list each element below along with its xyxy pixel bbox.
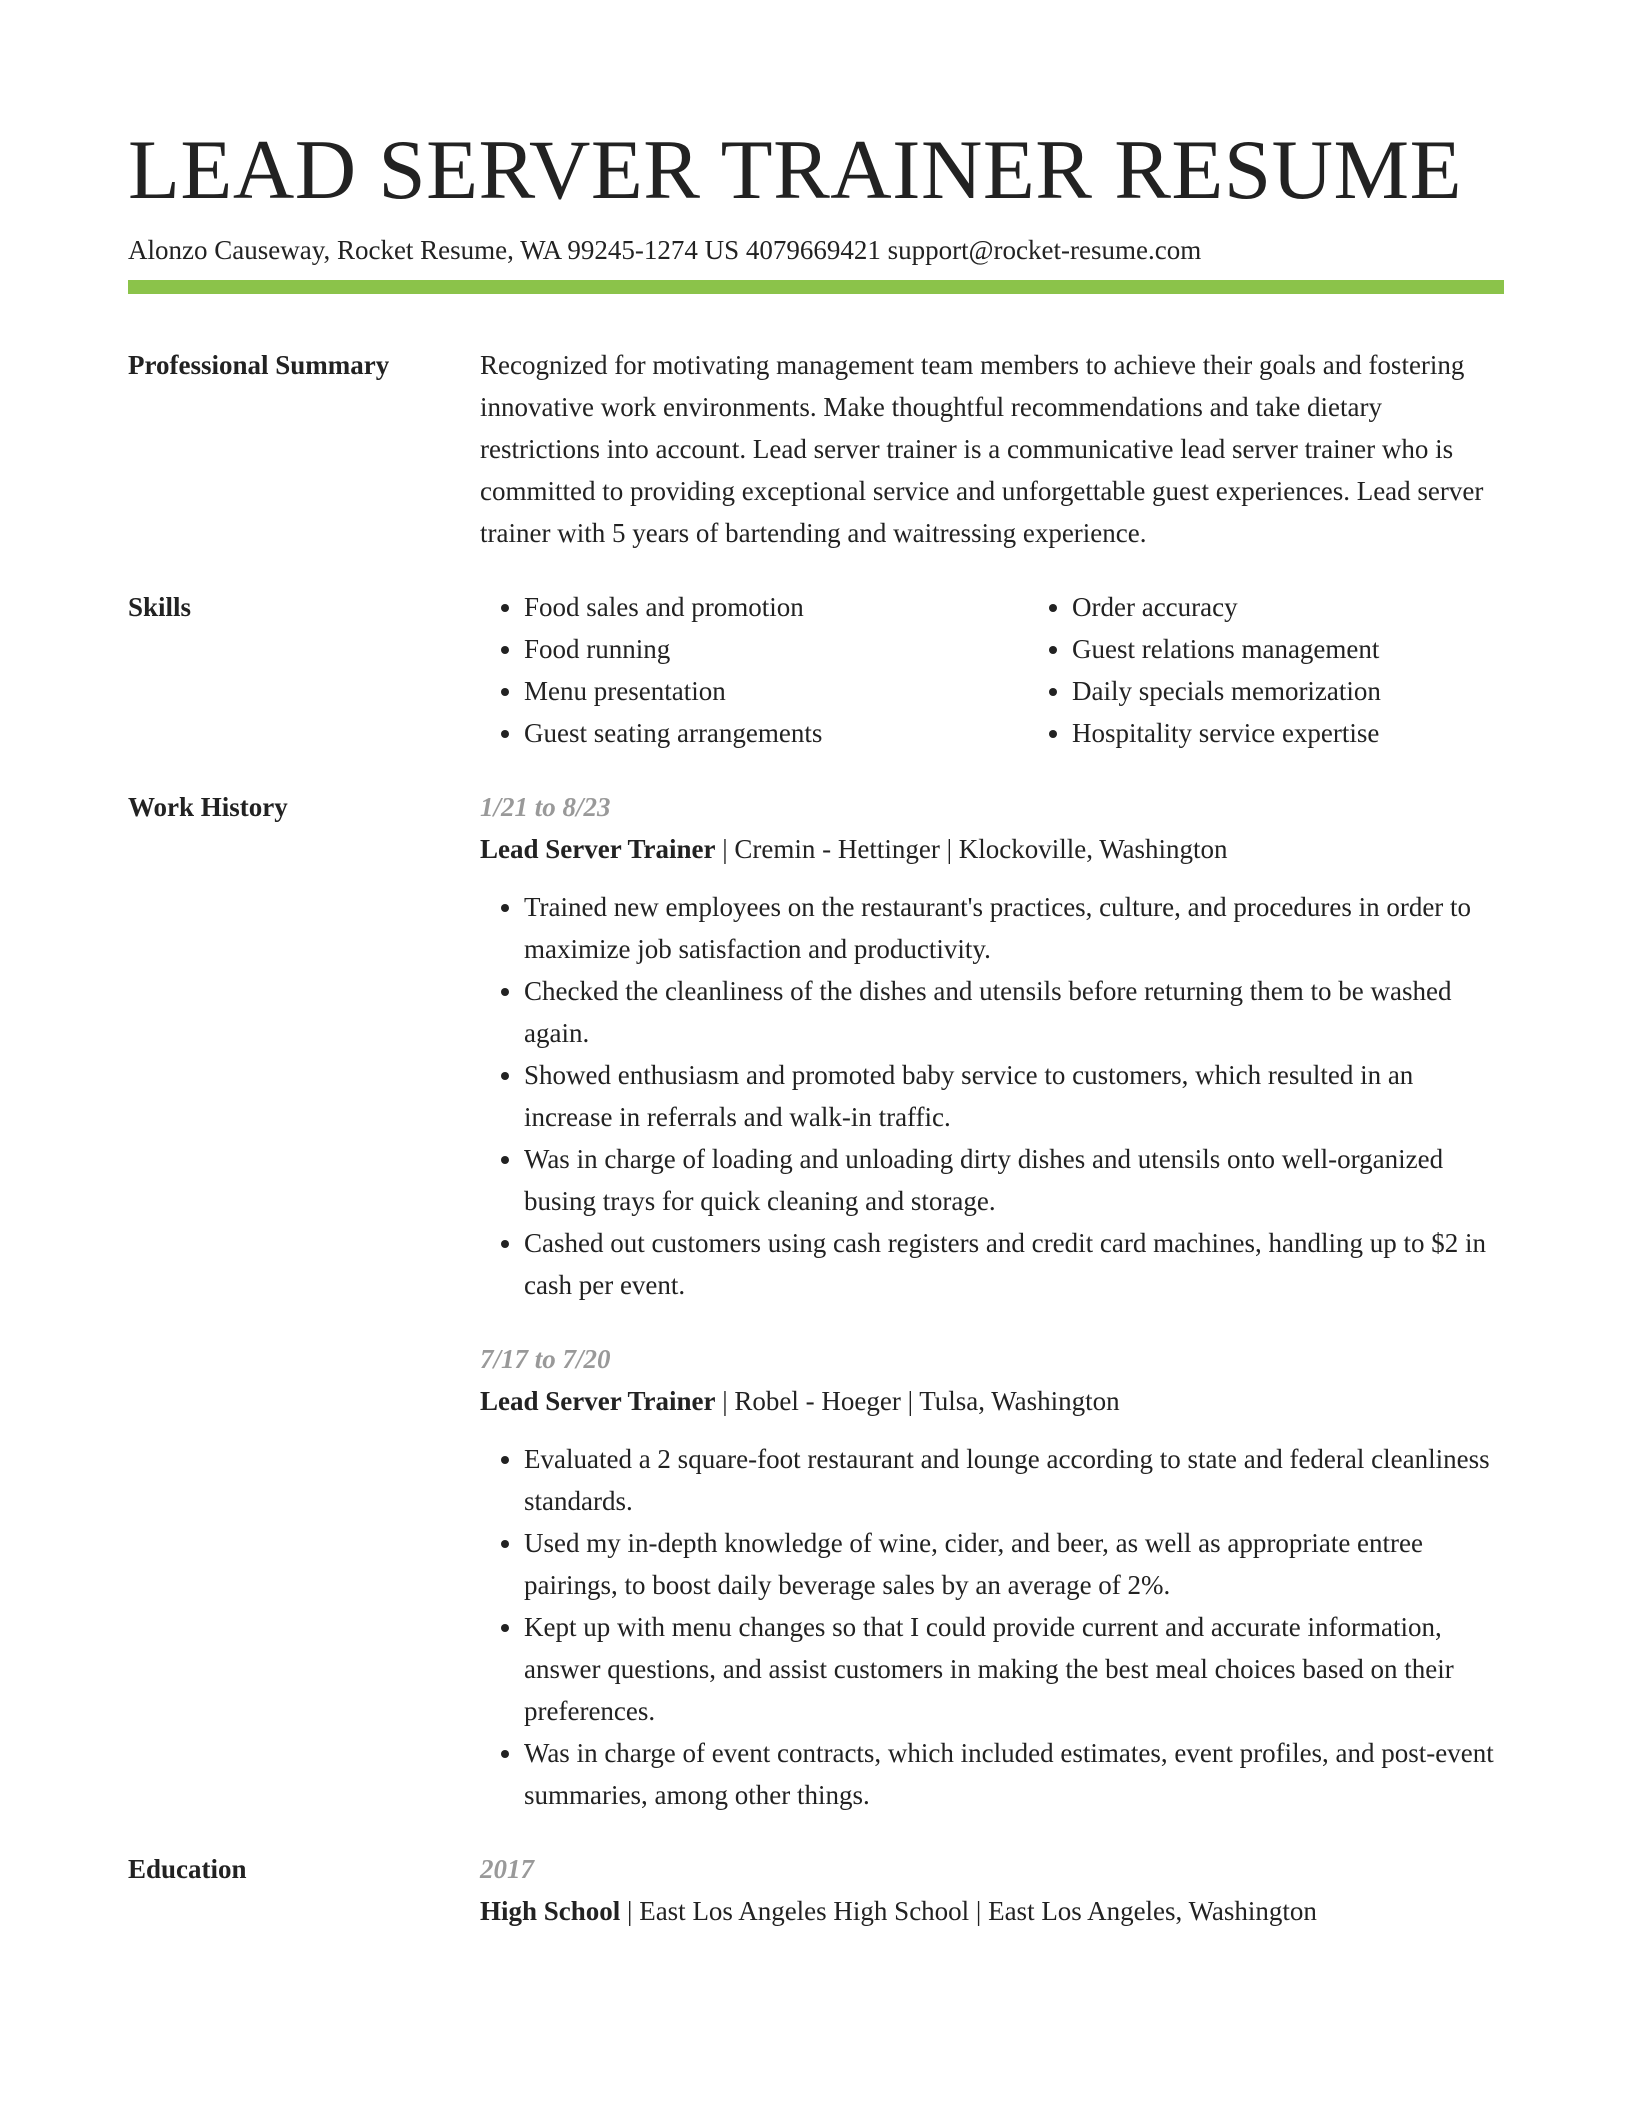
job-bullet: • Was in charge of event contracts, which included estimates, event profiles, and post-event summaries, among other things. [524,1732,1504,1816]
education-label: Education [128,1854,247,1884]
education-section [128,1848,1504,1932]
education-school-location: | East Los Angeles High School | East Los Angeles, Washington [620,1896,1317,1926]
job-bullet: • Trained new employees on the restaurant's practices, culture, and procedures in order to maximize job satisfaction and productivity. [524,886,1504,970]
skill-item: • Hospitality service expertise [1072,712,1576,754]
job-dates: 1/21 to 8/23 [480,792,611,822]
job-bullet: • Cashed out customers using cash registers and credit card machines, handling up to $2 in cash per event. [524,1222,1504,1306]
job-bullet: • Showed enthusiasm and promoted baby service to customers, which resulted in an increase in referrals and walk-in traffic. [524,1054,1504,1138]
resume-page [128,120,1504,1932]
work-history-body [480,786,1504,1816]
work-history-section [128,786,1504,1816]
job-employer-location: | Robel - Hoeger | Tulsa, Washington [715,1386,1120,1416]
job-entry [480,786,1504,1306]
education-year: 2017 [480,1854,534,1884]
job-entry [480,1338,1504,1816]
resume-title: LEAD SERVER TRAINER RESUME [128,123,1462,217]
summary-text: Recognized for motivating management team members to achieve their goals and fostering innovative work environments. Make thoughtful recommendations and take dietary restrictions into account. Lead server trainer is a communicative lead server trainer who is committed to providing exceptional service and unforgettable guest experiences. Lead server trainer with 5 years of bartending and waitressing experience. [480,350,1484,548]
skill-item: • Guest seating arrangements [524,712,1028,754]
job-dates: 7/17 to 7/20 [480,1344,611,1374]
job-bullet: • Checked the cleanliness of the dishes and utensils before returning them to be washed again. [524,970,1504,1054]
summary-label: Professional Summary [128,350,390,380]
skill-item: • Menu presentation [524,670,1028,712]
skill-item: • Guest relations management [1072,628,1576,670]
skill-item: • Food running [524,628,1028,670]
job-title: Lead Server Trainer [480,834,716,864]
contact-info: Alonzo Causeway, Rocket Resume, WA 99245-1274 US 4079669421 support@rocket-resume.com [128,235,1202,265]
job-role-line [480,1380,1504,1422]
work-history-label: Work History [128,792,288,822]
education-body [480,1848,1504,1932]
skill-item: • Order accuracy [1072,586,1576,628]
job-bullet: • Used my in-depth knowledge of wine, cider, and beer, as well as appropriate entree pairings, to boost daily beverage sales by an average of 2%. [524,1522,1504,1606]
education-line [480,1890,1504,1932]
skills-column-2 [1028,586,1576,754]
skills-list [480,586,1576,754]
job-bullets [480,1438,1504,1816]
skill-item: • Food sales and promotion [524,586,1028,628]
job-bullet: • Evaluated a 2 square-foot restaurant and lounge according to state and federal cleanliness standards. [524,1438,1504,1522]
education-degree: High School [480,1896,621,1926]
job-role-line [480,828,1504,870]
summary-section [128,344,1504,554]
skills-column-1 [480,586,1028,754]
job-bullet: • Kept up with menu changes so that I could provide current and accurate information, answer questions, and assist customers in making the best meal choices based on their preferences. [524,1606,1504,1732]
job-bullets [480,886,1504,1306]
job-title: Lead Server Trainer [480,1386,716,1416]
job-bullet: • Was in charge of loading and unloading dirty dishes and utensils onto well-organized busing trays for quick cleaning and storage. [524,1138,1504,1222]
skill-item: • Daily specials memorization [1072,670,1576,712]
job-employer-location: | Cremin - Hettinger | Klockoville, Washington [715,834,1228,864]
skills-label: Skills [128,592,192,622]
header-divider [128,280,1504,294]
skills-section [128,586,1504,754]
